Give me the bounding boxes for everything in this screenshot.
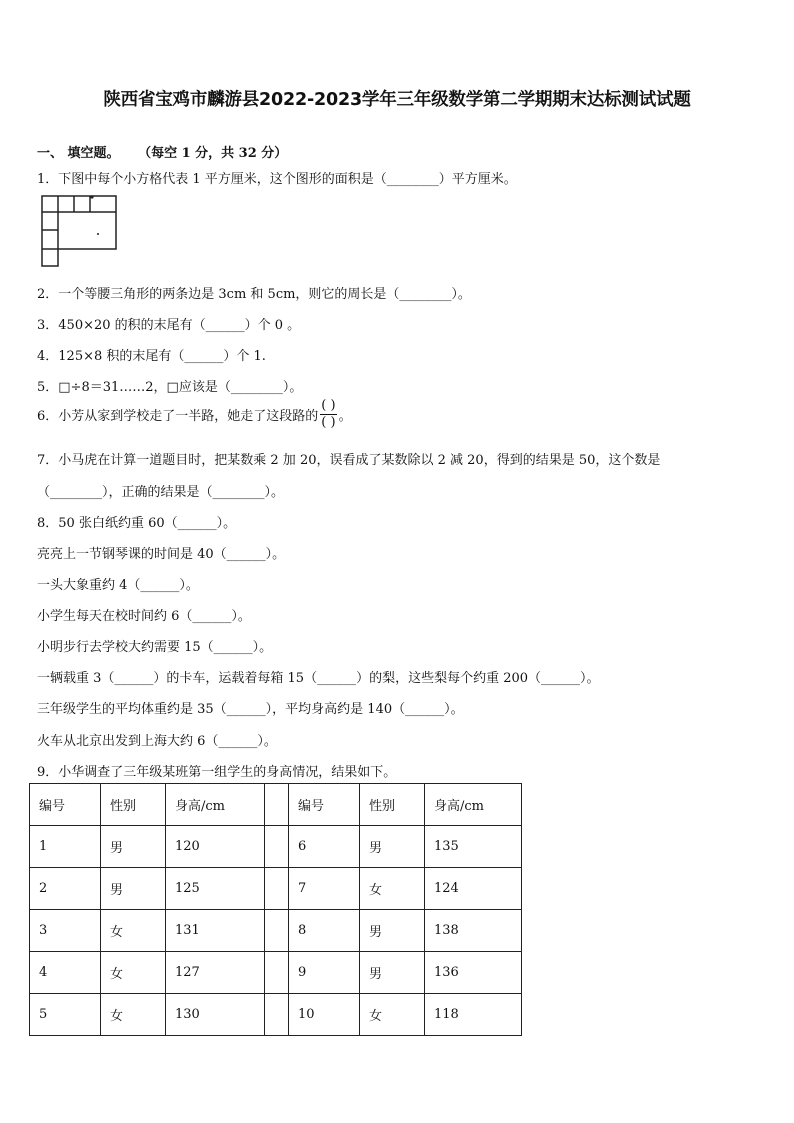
table-row xyxy=(30,868,522,910)
table-cell: 6 xyxy=(289,826,360,868)
table-cell: 2 xyxy=(30,868,101,910)
height-table xyxy=(29,783,522,1036)
table-header-cell: 编号 xyxy=(289,784,360,826)
table-cell: 女 xyxy=(360,994,425,1036)
table-row xyxy=(30,910,522,952)
table-cell: 男 xyxy=(360,910,425,952)
table-cell: 5 xyxy=(30,994,101,1036)
question-2: 2．一个等腰三角形的两条边是 3cm 和 5cm，则它的周长是（________）。 xyxy=(37,287,471,302)
table-row xyxy=(30,952,522,994)
table-cell: 1 xyxy=(30,826,101,868)
table-cell: 9 xyxy=(289,952,360,994)
question-7-line-1: 7．小马虎在计算一道题目时，把某数乘 2 加 20，误看成了某数除以 2 减 20，得到的结果是 50，这个数是 xyxy=(37,453,661,468)
table-header-cell: 性别 xyxy=(101,784,166,826)
table-cell: 138 xyxy=(425,910,522,952)
table-cell: 125 xyxy=(166,868,265,910)
table-header-row xyxy=(30,784,522,826)
table-gap xyxy=(265,868,289,910)
table-cell: 118 xyxy=(425,994,522,1036)
table-row xyxy=(30,994,522,1036)
table-cell: 男 xyxy=(101,826,166,868)
question-4: 4．125×8 积的末尾有（______）个 1. xyxy=(37,349,266,364)
question-5: 5．□÷8＝31……2，□应该是（________）。 xyxy=(37,380,303,395)
section-note: （每空 1 分，共 32 分） xyxy=(138,146,288,161)
table-cell: 127 xyxy=(166,952,265,994)
question-6-end: 。 xyxy=(338,409,352,424)
section-title: 一、 填空题。 xyxy=(37,146,120,161)
table-cell: 120 xyxy=(166,826,265,868)
question-6-text: 6．小芳从家到学校走了一半路，她走了这段路的 xyxy=(37,409,319,424)
question-8-line-6: 一辆载重 3（______）的卡车，运载着每箱 15（______）的梨，这些梨每个约重 200（______）。 xyxy=(37,671,600,686)
question-8-line-8: 火车从北京出发到上海大约 6（______）。 xyxy=(37,734,277,749)
fraction-denominator-blank: ( ) xyxy=(321,415,336,430)
table-gap xyxy=(265,952,289,994)
table-gap xyxy=(265,994,289,1036)
table-cell: 124 xyxy=(425,868,522,910)
table-gap xyxy=(265,910,289,952)
table-header-cell: 身高/cm xyxy=(166,784,265,826)
question-8-line-2: 亮亮上一节钢琴课的时间是 40（______）。 xyxy=(37,547,286,562)
question-7-line-2: （________），正确的结果是（________）。 xyxy=(37,485,285,500)
table-cell: 131 xyxy=(166,910,265,952)
table-cell: 136 xyxy=(425,952,522,994)
table-cell: 男 xyxy=(360,952,425,994)
grid-dot xyxy=(90,195,93,198)
table-cell: 8 xyxy=(289,910,360,952)
table-gap xyxy=(265,826,289,868)
question-6 xyxy=(37,398,352,431)
table-cell: 4 xyxy=(30,952,101,994)
question-8-line-1: 8．50 张白纸约重 60（______）。 xyxy=(37,516,237,531)
table-cell: 男 xyxy=(101,868,166,910)
grid-outline xyxy=(42,196,116,266)
question-8-line-4: 小学生每天在校时间约 6（______）。 xyxy=(37,609,251,624)
table-cell: 135 xyxy=(425,826,522,868)
table-cell: 女 xyxy=(101,952,166,994)
question-3: 3．450×20 的积的末尾有（______）个 0 。 xyxy=(37,318,301,333)
table-cell: 男 xyxy=(360,826,425,868)
table-gap xyxy=(265,784,289,826)
blank-fraction xyxy=(320,398,336,431)
question-8-line-5: 小明步行去学校大约需要 15（______）。 xyxy=(37,640,273,655)
fraction-numerator-blank: ( ) xyxy=(321,398,336,413)
question-8-line-7: 三年级学生的平均体重约是 35（______），平均身高约是 140（______）。 xyxy=(37,702,464,717)
table-cell: 7 xyxy=(289,868,360,910)
table-cell: 女 xyxy=(101,994,166,1036)
question-1: 1．下图中每个小方格代表 1 平方厘米，这个图形的面积是（________）平方厘米。 xyxy=(37,172,517,187)
question-8-line-3: 一头大象重约 4（______）。 xyxy=(37,578,199,593)
question-9: 9．小华调查了三年级某班第一组学生的身高情况，结果如下。 xyxy=(37,765,397,780)
grid-dot xyxy=(97,233,99,235)
table-cell: 女 xyxy=(360,868,425,910)
question-1-grid-figure xyxy=(40,194,120,268)
table-cell: 3 xyxy=(30,910,101,952)
table-cell: 10 xyxy=(289,994,360,1036)
page-title: 陕西省宝鸡市麟游县2022-2023学年三年级数学第二学期期末达标测试试题 xyxy=(103,90,691,110)
table-cell: 女 xyxy=(101,910,166,952)
section-heading xyxy=(37,142,287,161)
table-header-cell: 性别 xyxy=(360,784,425,826)
table-header-cell: 编号 xyxy=(30,784,101,826)
table-header-cell: 身高/cm xyxy=(425,784,522,826)
table-row xyxy=(30,826,522,868)
table-cell: 130 xyxy=(166,994,265,1036)
